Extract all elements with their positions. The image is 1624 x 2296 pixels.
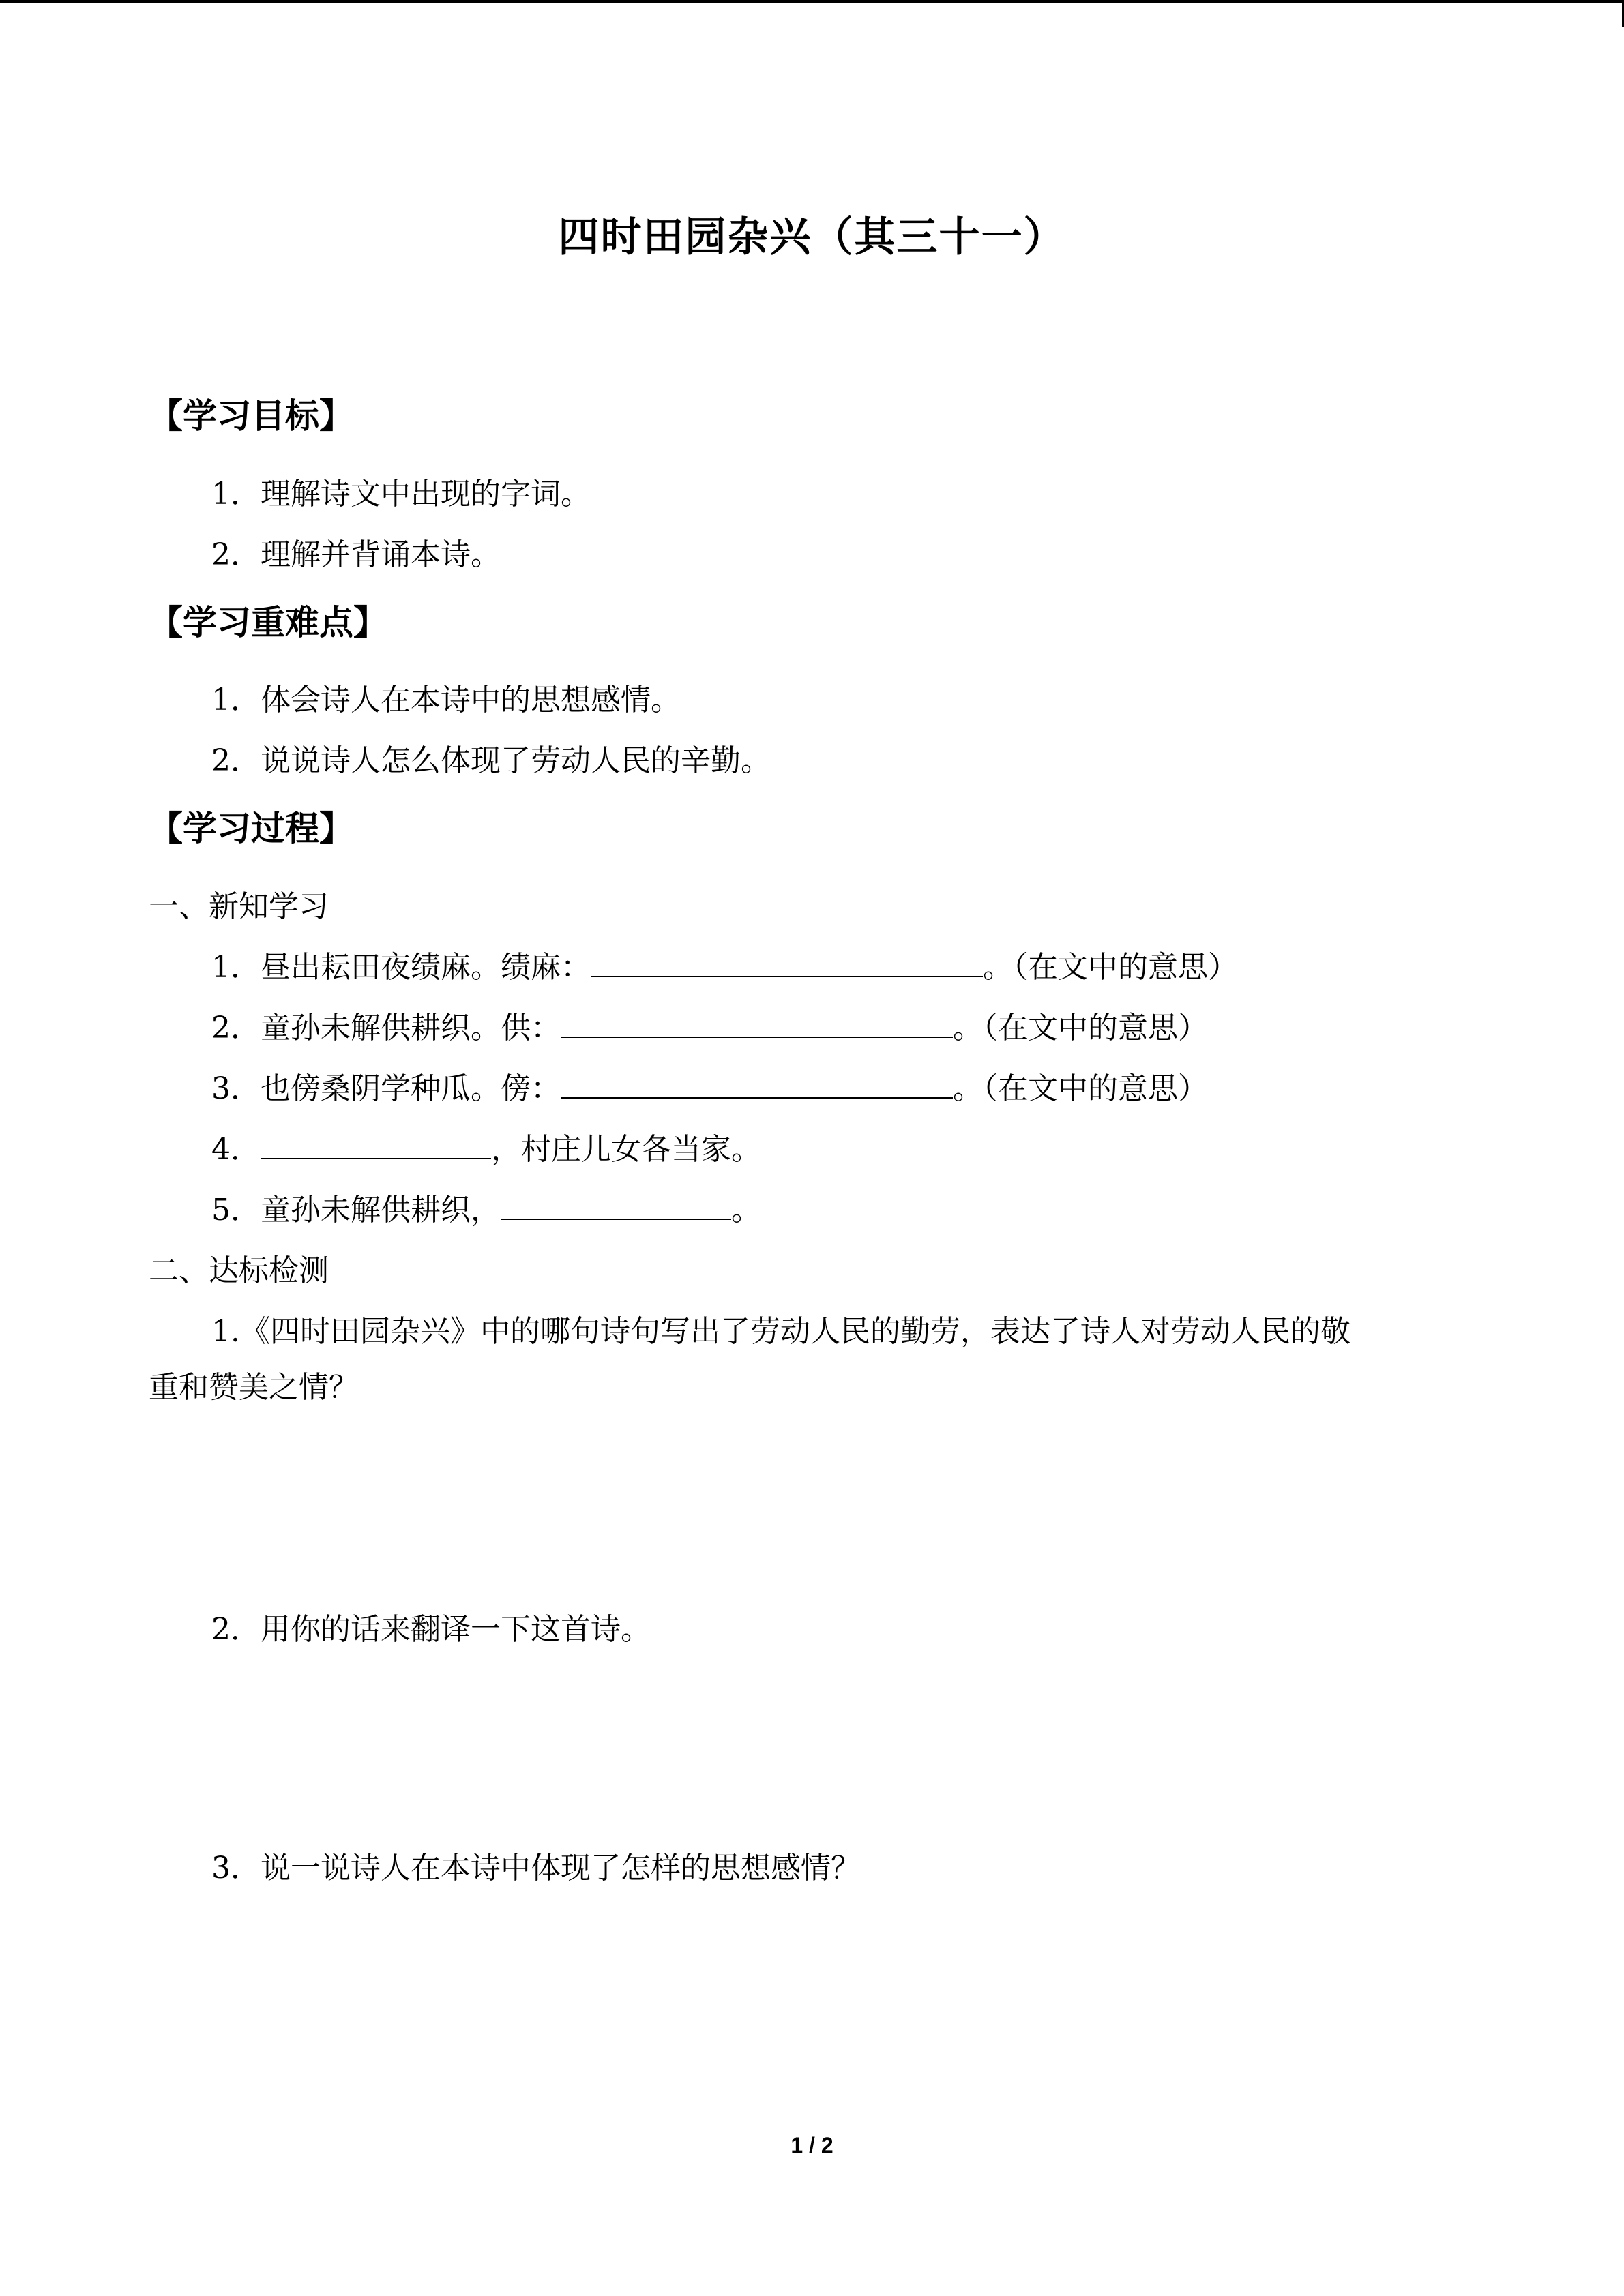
question-1-line-2: 重和赞美之情？: [149, 1370, 359, 1405]
goal-item-1: 1．理解诗文中出现的字词。: [211, 477, 591, 511]
fill-blank-3[interactable]: [561, 1070, 953, 1099]
goals-heading: 【学习目标】: [149, 396, 353, 436]
goal-item-2: 2．理解并背诵本诗。: [211, 537, 501, 572]
fill-item-3: [211, 1069, 1208, 1109]
part2-title: 二、达标检测: [149, 1253, 329, 1288]
fill-item-3-prompt: 3．也傍桑阴学种瓜。傍：: [211, 1071, 561, 1106]
fill-blank-1[interactable]: [591, 949, 983, 977]
question-1-line-1: 1.《四时田园杂兴》中的哪句诗句写出了劳动人民的勤劳，表达了诗人对劳动人民的敬: [211, 1314, 1350, 1349]
fill-item-4-suffix: ，村庄儿女各当家。: [491, 1132, 761, 1167]
keypoint-item-1: 1．体会诗人在本诗中的思想感情。: [211, 683, 681, 717]
question-2: 2．用你的话来翻译一下这首诗。: [211, 1612, 651, 1647]
fill-item-4-prompt: 4．: [211, 1132, 261, 1167]
fill-item-4: [211, 1129, 761, 1170]
fill-blank-5[interactable]: [501, 1191, 731, 1220]
question-3: 3．说一说诗人在本诗中体现了怎样的思想感情？: [211, 1851, 861, 1885]
fill-item-1-prompt: 1．昼出耘田夜绩麻。绩麻：: [211, 950, 591, 985]
fill-item-2: [211, 1008, 1208, 1049]
part1-title: 一、新知学习: [149, 889, 329, 924]
process-heading: 【学习过程】: [149, 809, 353, 848]
fill-item-1-suffix: 。（在文中的意思）: [983, 950, 1238, 985]
fill-blank-2[interactable]: [561, 1009, 953, 1038]
page-number: 1 / 2: [791, 2133, 833, 2158]
fill-blank-4[interactable]: [261, 1131, 491, 1159]
fill-item-3-suffix: 。（在文中的意思）: [953, 1071, 1208, 1106]
page-top-border: [0, 0, 1624, 3]
fill-item-2-suffix: 。（在文中的意思）: [953, 1011, 1208, 1045]
fill-item-5-prompt: 5．童孙未解供耕织，: [211, 1193, 501, 1227]
document-title: 四时田园杂兴（其三十一）: [558, 213, 1066, 261]
keypoint-item-2: 2．说说诗人怎么体现了劳动人民的辛勤。: [211, 743, 771, 778]
fill-item-2-prompt: 2．童孙未解供耕织。供：: [211, 1011, 561, 1045]
keypoints-heading: 【学习重难点】: [149, 603, 387, 642]
fill-item-1: [211, 947, 1238, 988]
fill-item-5-suffix: 。: [731, 1193, 761, 1227]
fill-item-5: [211, 1190, 761, 1231]
